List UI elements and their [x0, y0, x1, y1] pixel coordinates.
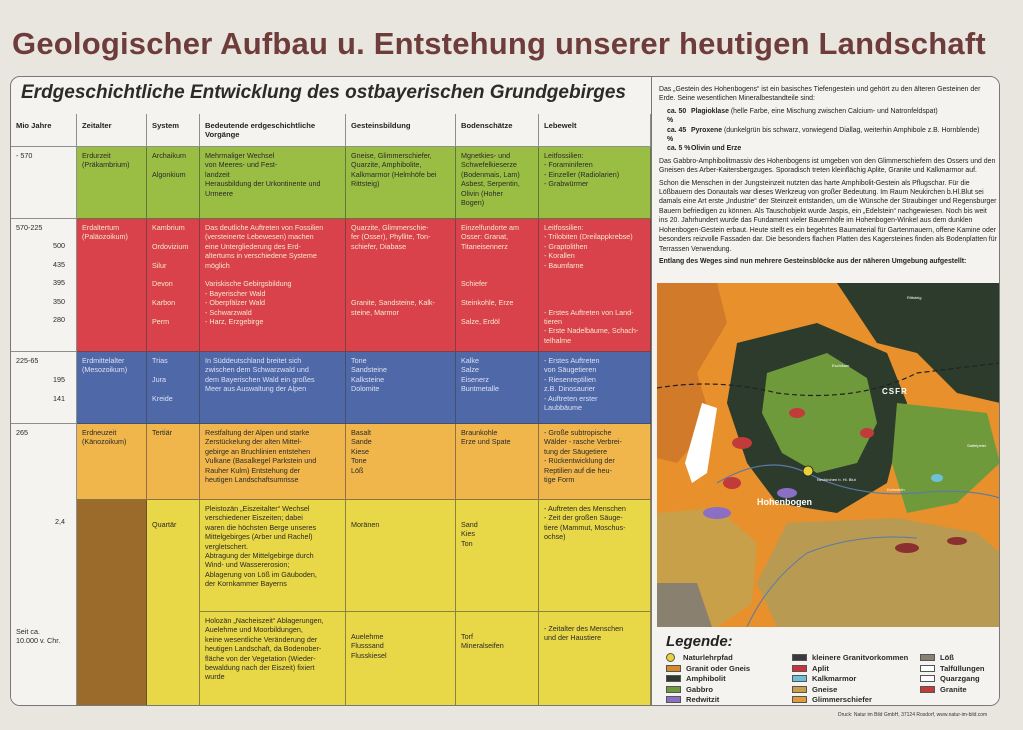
side-para-1: Das Gabbro-Amphibolitmassiv des Hohenbogens ist umgeben von den Glimmerschiefern des Ossers und den Gneisen des Arber-Kaitersbergzuges. Sporadisch treten kleinflächig Aplite, Granite und Kalkmarmor auf. [659, 157, 996, 175]
row-pre-rocks: Gneise, Glimmerschiefer, Quarzite, Amphibolite, Kalkmarmor (Helmhöfe bei Rittsteig) [346, 147, 456, 219]
header-system: System [147, 114, 200, 147]
legend-swatch-icon [920, 654, 935, 661]
row-qua-rocks: Moränen [346, 500, 456, 612]
legend-swatch-icon [792, 654, 807, 661]
mineral-row [659, 107, 997, 126]
year-mark: 395 [53, 278, 65, 288]
info-board [10, 76, 1000, 706]
year-mark: 435 [53, 259, 65, 269]
row-mes-resources: Kalke Salze Eisenerz Buntmetalle [456, 352, 539, 424]
row-mes-rocks: Tone Sandsteine Kalksteine Dolomite [346, 352, 456, 424]
legend-item [792, 653, 908, 662]
legend-swatch-icon [666, 686, 681, 693]
legend-item [792, 695, 872, 704]
row-pal-processes: Das deutliche Auftreten von Fossilien (versteinerte Lebewesen) machen eine Untergliederung des Erd- altertums in verschiedene Systeme möglich Variskische Gebirgsbildung - Bayerischer Wald - Oberpfälzer Wald - Schwarzwald - Harz, Erzgebirge [200, 219, 346, 352]
row-ter-mio [11, 424, 77, 706]
row-qua-system: Quartär [147, 500, 200, 706]
row-ter-era: Erdneuzeit (Känozoikum) [77, 424, 147, 500]
row-mes-mio-range: 225-65 [16, 356, 39, 365]
legend-label: Gabbro [686, 684, 714, 694]
side-panel [651, 77, 1000, 706]
row-pal-system: Kambrium Ordovizium Silur Devon Karbon Perm [147, 219, 200, 352]
row-pal-rocks: Quarzite, Glimmerschie- fer (Osser), Phyllite, Ton- schiefer, Diabase Granite, Sandsteine, Kalk- steine, Marmor [346, 219, 456, 352]
trail-marker-icon [666, 653, 675, 662]
header-gesteinsbildung: Gesteinsbildung [346, 114, 456, 147]
legend-swatch-icon [920, 686, 935, 693]
mineral-pct: ca. 50 % [667, 107, 687, 125]
legend-item [920, 685, 967, 694]
row-qua-resources: Sand Kies Ton [456, 500, 539, 612]
row-pre-resources: Mgnetkies- und Schwefelkieserze (Bodenmais, Lam) Asbest, Serpentin, Olivin (Hoher Bogen) [456, 147, 539, 219]
mineral-desc: (dunkelgrün bis schwarz, vorwiegend Diallag, weiterhin Amphibole z.B. Hornblende) [722, 126, 980, 134]
mineral-row [659, 144, 997, 153]
legend-item [666, 653, 733, 662]
row-mes-system: Trias Jura Kreide [147, 352, 200, 424]
map-place-label: Neukirchen b. Hl. Blut [817, 477, 856, 482]
row-mes-life: - Erstes Auftreten von Säugetieren - Riesenreptilien z.B. Dinosaurier - Auftreten erster Laubbäume [539, 352, 651, 424]
legend-item [792, 685, 837, 694]
row-pre-mio: - 570 [11, 147, 77, 219]
row-ter-system: Tertiär [147, 424, 200, 500]
mineral-name: Olivin und Erze [691, 145, 742, 153]
map-place-label: Kolmstein [887, 487, 905, 492]
mineral-pct: ca. 45 % [667, 126, 687, 144]
legend-label: Löß [940, 653, 954, 662]
legend-title: Legende: [666, 633, 733, 650]
legend-label: Glimmerschiefer [812, 695, 872, 704]
year-mark: 2,4 [55, 517, 65, 527]
row-mes-processes: In Süddeutschland breitet sich zwischen dem Schwarzwald und dem Bayerischen Wald ein großes Meer aus Auswaltung der Alpen [200, 352, 346, 424]
row-hol-life: - Zeitalter des Menschen und der Haustiere [539, 612, 651, 706]
row-hol-processes: Holozän „Nacheiszeit“ Ablagerungen, Auelehme und Moorbildungen, keine wesentliche Veränderung der heutigen Landschaft, da Bodenober- fläche von der Vegetation (Wieder- bewaldung nach der Eiszeit) fixiert wurde [200, 612, 346, 706]
footer-credit: Druck: Natur im Bild GmbH, 37124 Rosdorf, www.natur-im-bild.com [838, 712, 988, 718]
legend-swatch-icon [792, 675, 807, 682]
era-bar-quartaer [77, 500, 147, 706]
mineral-name: Pyroxene [691, 126, 723, 134]
legend-item [666, 695, 719, 704]
year-mark: 350 [53, 296, 65, 306]
row-pre-processes: Mehrmaliger Wechsel von Meeres- und Fest- landzeit Herausbildung der Urkontinente und Urmeere [200, 147, 346, 219]
legend-item [792, 674, 856, 683]
legend-label: Talfüllungen [940, 663, 985, 673]
legend-item [920, 653, 954, 662]
header-mio: Mio Jahre [11, 114, 77, 147]
row-pal-resources: Einzelfundorte am Osser: Granat, Titaneisennerz Schiefer Steinkohle, Erze Salze, Erdöl [456, 219, 539, 352]
row-qua-processes: Pleistozän „Eiszeitalter“ Wechsel verschiedener Eiszeiten; dabei waren die höchsten Berge unseres Mittelgebirges (Arber und Rachel) vergletschert. Abtragung der Mittelgebirge durch Wind- und Wassererosion; Ablagerung von Löß im Gäuboden, der Kornkammer Bayerns [200, 500, 346, 612]
row-pal-mio [11, 219, 77, 352]
legend-label: kleinere Granitvorkommen [812, 653, 909, 662]
header-zeitalter: Zeitalter [77, 114, 147, 147]
legend-item [666, 685, 713, 694]
row-hol-resources: Torf Mineralseifen [456, 612, 539, 706]
legend-item [792, 664, 829, 673]
row-ter-rocks: Basalt Sande Kiese Tone Löß [346, 424, 456, 500]
row-qua-life: - Auftreten des Menschen - Zeit der großen Säuge- tiere (Mammut, Moschus- ochse) [539, 500, 651, 612]
map-place-label: Eschlkam [832, 363, 850, 368]
row-pal-era: Erdaltertum (Paläozoikum) [77, 219, 147, 352]
legend-swatch-icon [666, 675, 681, 682]
legend-item [666, 664, 750, 673]
side-intro: Das „Gestein des Hohenbogens“ ist ein basisches Tiefengestein und gehört zu den älteren Gesteinen der Erde. Seine wesentlichen Mineralbestandteile sind: [659, 86, 981, 103]
legend-label: Granit oder Gneis [686, 663, 751, 673]
map-label-hohenbogen: Hohenbogen [757, 497, 812, 507]
legend-item [920, 674, 980, 683]
side-para-3: Entlang des Weges sind nun mehrere Gesteinsblöcke aus der näheren Umgebung aufgestellt: [659, 257, 967, 265]
legend-swatch-icon [792, 665, 807, 672]
legend-swatch-icon [920, 665, 935, 672]
mineral-name: Plagioklase [691, 107, 729, 115]
mineral-row [659, 126, 997, 145]
row-pal-life: Leitfossilien: - Trilobiten (Dreilappkrebse) - Graptolithen - Korallen - Baumfarne - Erstes Auftreten von Land- tieren - Erste Nadelbäume, Schach- telhalme [539, 219, 651, 352]
row-pre-life: Leitfossilien: - Foraminiferen - Einzeller (Radiolarien) - Grabwürmer [539, 147, 651, 219]
page-title: Geologischer Aufbau u. Entstehung unserer heutigen Landschaft [12, 26, 986, 61]
legend-label: Aplit [812, 663, 829, 673]
year-mark: 141 [53, 393, 65, 403]
timeline-table [11, 114, 651, 706]
legend-label: Gneise [812, 684, 838, 694]
year-mark: 500 [53, 241, 65, 251]
row-hol-mio: Seit ca. 10.000 v. Chr. [16, 626, 61, 646]
legend-swatch-icon [920, 675, 935, 682]
geology-map [657, 283, 1000, 627]
legend-item [920, 664, 985, 673]
row-ter-processes: Restfaltung der Alpen und starke Zerstückelung der alten Mittel- gebirge an Bruchlinien entstehen Vulkane (Basalkegel Parkstein und Rauher Kulm) Entstehung der heutigen Landschaftsumrisse [200, 424, 346, 500]
legend-label: Quarzgang [940, 674, 980, 683]
legend-swatch-icon [666, 696, 681, 703]
legend-swatch-icon [792, 686, 807, 693]
mineral-desc: (helle Farbe, eine Mischung zwischen Calcium- und Natronfeldspat) [728, 107, 938, 115]
table-subtitle: Erdgeschichtliche Entwicklung des ostbayerischen Grundgebirges [21, 82, 626, 103]
legend-label: Kalkmarmor [812, 674, 857, 683]
header-vorgaenge: Bedeutende erdgeschichtliche Vorgänge [200, 114, 346, 147]
header-lebewelt: Lebewelt [539, 114, 651, 147]
map-label-csfr: CSFR [882, 387, 908, 396]
year-mark: 280 [53, 315, 65, 325]
row-hol-rocks: Auelehme Flusssand Flusskiesel [346, 612, 456, 706]
legend-label: Redwitzit [686, 695, 720, 704]
mineral-pct: ca. 5 % [667, 145, 691, 153]
legend-label: Granite [940, 684, 967, 694]
legend-label: Naturlehrpfad [683, 653, 733, 662]
row-pal-mio-range: 570-225 [16, 223, 43, 232]
legend-swatch-icon [666, 665, 681, 672]
legend-label: Amphibolit [686, 674, 726, 683]
row-pre-era: Erdurzeit (Präkambrium) [77, 147, 147, 219]
row-mes-mio [11, 352, 77, 424]
side-text [659, 85, 997, 269]
map-place-label: Sattelpeter [967, 443, 987, 448]
side-para-2: Schon die Menschen in der Jungsteinzeit nutzten das harte Amphibolit-Gestein als Pflugschar. Für die Lößbauern des Donautals war dieses Werkzeug von großer Bedeutung. Im Raum Neukirchen b.Hl.Blut sei damals eine Art erste „Industrie“ der Steinzeit entstanden, um die Wünsche der Straubinger und Regensburger Bauern befriedigen zu können. Als Tauschobjekt wurde Jaspis, ein „Edelstein“ nachgewiesen. Noch bis weit ins 20. Jahrhundert wurde das Fundament vieler Bauernhöfe im Hohenbogen-Winkel aus dem dunklen Hohenbogen-Gestein erbaut. Heute stellt es ein begehrtes Baumaterial für Gartenmauern, offene Kamine oder besonders reizvolle Fassaden dar. Die besonders flachen Platten des Kagersteines finden als Bodenplatten für Terrassen Verwendung. [659, 179, 997, 253]
row-pre-system: Archaikum Algonkium [147, 147, 200, 219]
row-ter-life: - Große subtropische Wälder - rasche Verbrei- tung der Säugetiere - Rückentwicklung der Reptilien auf die heu- tige Form [539, 424, 651, 500]
geology-map-svg [657, 283, 1000, 627]
legend-swatch-icon [792, 696, 807, 703]
row-ter-mio-range: 265 [16, 428, 28, 437]
map-place-label: Rittsteig [907, 295, 922, 300]
row-mes-era: Erdmittelalter (Mesozoikum) [77, 352, 147, 424]
header-bodenschaetze: Bodenschätze [456, 114, 539, 147]
row-ter-resources: Braunkohle Erze und Spate [456, 424, 539, 500]
year-mark: 195 [53, 375, 65, 385]
legend-item [666, 674, 726, 683]
